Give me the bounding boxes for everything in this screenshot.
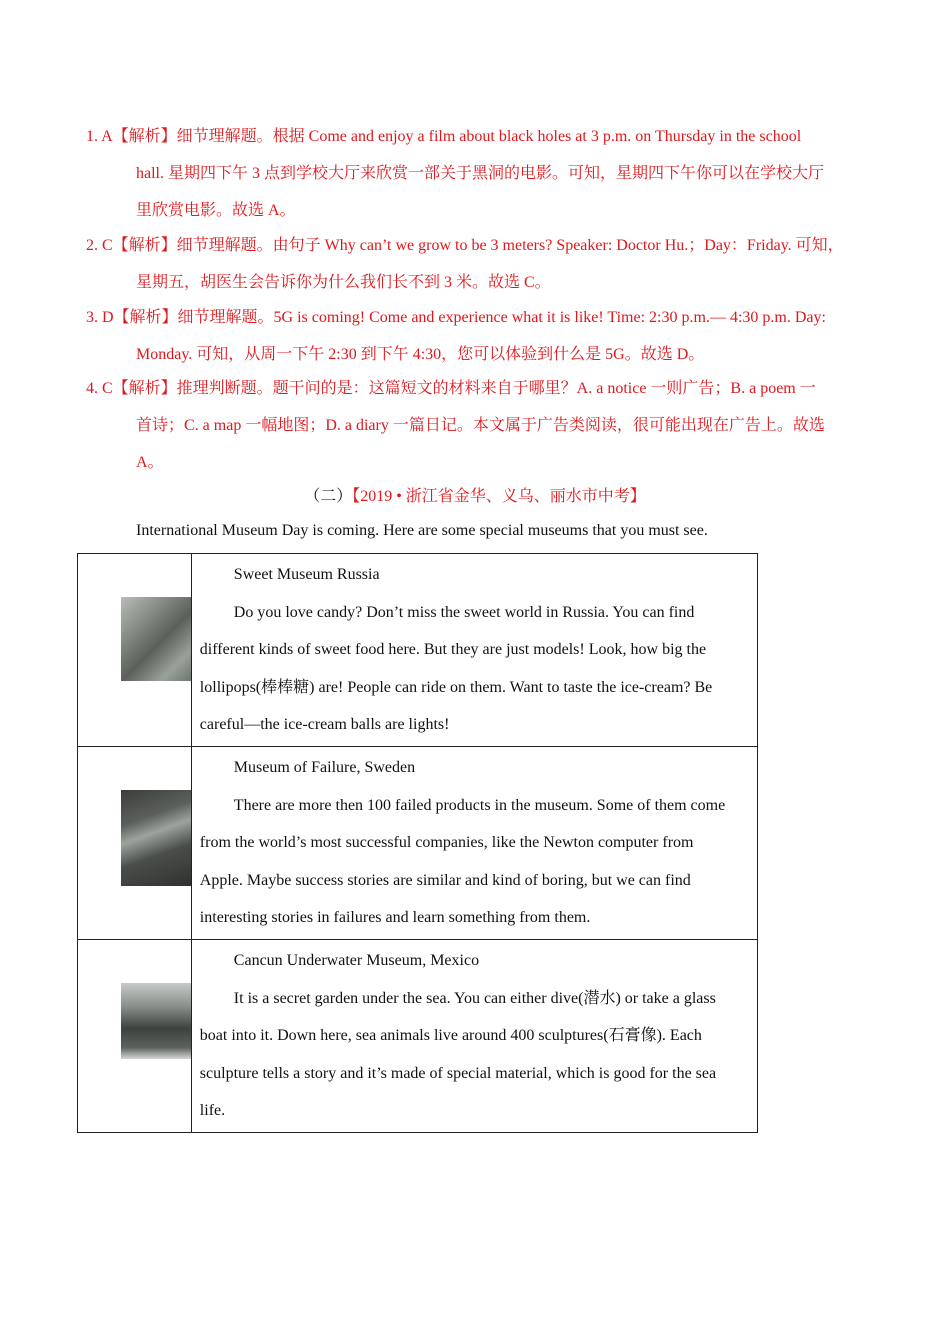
museum-title: Museum of Failure, Sweden	[233, 759, 416, 776]
passage-intro: International Museum Day is coming. Here are some special museums that you must see.	[136, 522, 708, 539]
description-line: careful—the ice-cream balls are lights!	[199, 716, 450, 733]
museum-table	[77, 553, 758, 1133]
description-line: from the world’s most successful companies, like the Newton computer from	[199, 834, 694, 851]
section-source: 【2019 • 浙江省金华、义乌、丽水市中考】	[352, 488, 646, 505]
description-line: interesting stories in failures and learn something from them.	[199, 909, 591, 926]
answer-4-line-2: 首诗；C. a map 一幅地图；D. a diary 一篇日记。本文属于广告类阅读，很可能出现在广告上。故选	[136, 417, 825, 434]
answer-2	[86, 227, 876, 301]
description-line: lollipops(棒棒糖) are! People can ride on them. Want to taste the ice-cream? Be	[199, 678, 713, 696]
answer-3	[86, 299, 876, 373]
description-line: different kinds of sweet food here. But they are just models! Look, how big the	[199, 641, 707, 658]
museum-description	[192, 787, 757, 937]
image-cell	[78, 554, 192, 747]
image-cell	[78, 940, 192, 1133]
description-line: Do you love candy? Don’t miss the sweet world in Russia. You can find	[233, 603, 695, 621]
museum-description	[192, 594, 757, 744]
answer-4-line-1: 4. C【解析】推理判断题。题干问的是：这篇短文的材料来自于哪里？A. a notice 一则广告；B. a poem 一	[86, 380, 816, 397]
museum-description	[192, 980, 757, 1130]
museum-photo-underwater	[121, 983, 191, 1059]
description-line: It is a secret garden under the sea. You can either dive(潜水) or take a glass	[233, 989, 716, 1007]
museum-photo-failure	[121, 790, 191, 886]
text-cell	[191, 554, 757, 747]
image-cell	[78, 747, 192, 940]
description-line: life.	[199, 1102, 226, 1119]
text-cell	[191, 940, 757, 1133]
answer-1	[86, 118, 876, 229]
section-number: （二）	[304, 488, 353, 505]
answer-1-line-3: 里欣赏电影。故选 A。	[136, 202, 296, 219]
museum-title: Cancun Underwater Museum, Mexico	[233, 952, 480, 969]
description-line: There are more then 100 failed products in the museum. Some of them come	[233, 796, 726, 814]
description-line: Apple. Maybe success stories are similar and kind of boring, but we can find	[199, 871, 691, 889]
museum-title: Sweet Museum Russia	[233, 566, 380, 583]
table-row	[78, 747, 758, 940]
answer-2-line-1: 2. C【解析】细节理解题。由句子 Why can’t we grow to be 3 meters? Speaker: Doctor Hu.；Day：Friday. 可知，	[86, 237, 844, 254]
answer-3-line-2: Monday. 可知，从周一下午 2:30 到下午 4:30，您可以体验到什么是 5G。故选 D。	[136, 346, 705, 363]
table-row	[78, 940, 758, 1133]
description-line: boat into it. Down here, sea animals live around 400 sculptures(石膏像). Each	[199, 1027, 702, 1044]
answer-1-line-1: 1. A【解析】细节理解题。根据 Come and enjoy a film about black holes at 3 p.m. on Thursday in the school	[86, 128, 802, 145]
answer-3-line-1: 3. D【解析】细节理解题。5G is coming! Come and experience what it is like! Time: 2:30 p.m.— 4:30 p.m. Day:	[86, 309, 826, 326]
answer-1-line-2: hall. 星期四下午 3 点到学校大厅来欣赏一部关于黑洞的电影。可知，星期四下午你可以在学校大厅	[136, 165, 824, 182]
description-line: sculpture tells a story and it’s made of special material, which is good for the sea	[199, 1064, 717, 1082]
answer-2-line-2: 星期五，胡医生会告诉你为什么我们长不到 3 米。故选 C。	[136, 274, 551, 291]
answer-4	[86, 370, 876, 481]
table-row	[78, 554, 758, 747]
text-cell	[191, 747, 757, 940]
section-heading	[0, 484, 950, 510]
answer-4-line-3: A。	[136, 454, 164, 471]
museum-photo-candy	[121, 597, 191, 681]
